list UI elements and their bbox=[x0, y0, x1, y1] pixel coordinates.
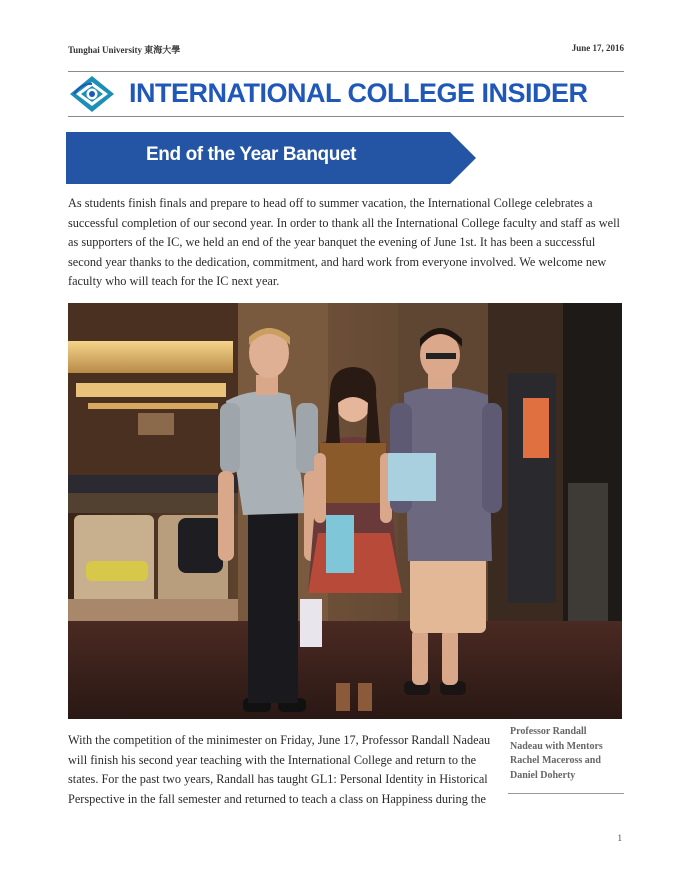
intro-paragraph: As students finish finals and prepare to head off to summer vacation, the International College celebrates a successful completion of our second year. In order to thank all the International College faculty and staff as well as supporters of the IC, we held an end of the year banquet the evening of June 1st. It has been a successful second year thanks to the dedication, commitment, and hard work from everyone involved. We welcome new faculty who will teach for the IC next year. bbox=[68, 196, 620, 289]
section-banner bbox=[66, 132, 476, 184]
body-paragraph: With the competition of the minimester on Friday, June 17, Professor Randall Nadeau will finish his second year teaching with the International College and return to the states. For the past two years, Randall has taught GL1: Personal Identity in Historical Perspective in the fall semester and returned to teach a class on Happiness during the bbox=[68, 733, 491, 806]
banquet-photo bbox=[68, 303, 622, 719]
university-name: Tunghai University 東海大學 bbox=[68, 45, 181, 55]
page-number: 1 bbox=[617, 833, 622, 843]
masthead-title: INTERNATIONAL COLLEGE INSIDER bbox=[129, 78, 588, 108]
photo-caption: Professor Randall Nadeau with Mentors Rachel Maceross and Daniel Doherty bbox=[510, 726, 603, 781]
issue-date: June 17, 2016 bbox=[571, 43, 624, 53]
header-rule-top bbox=[68, 71, 624, 72]
caption-rule bbox=[508, 793, 624, 794]
section-title: End of the Year Banquet bbox=[146, 144, 357, 165]
header-rule-bottom bbox=[68, 116, 624, 117]
college-logo-icon bbox=[68, 75, 116, 113]
